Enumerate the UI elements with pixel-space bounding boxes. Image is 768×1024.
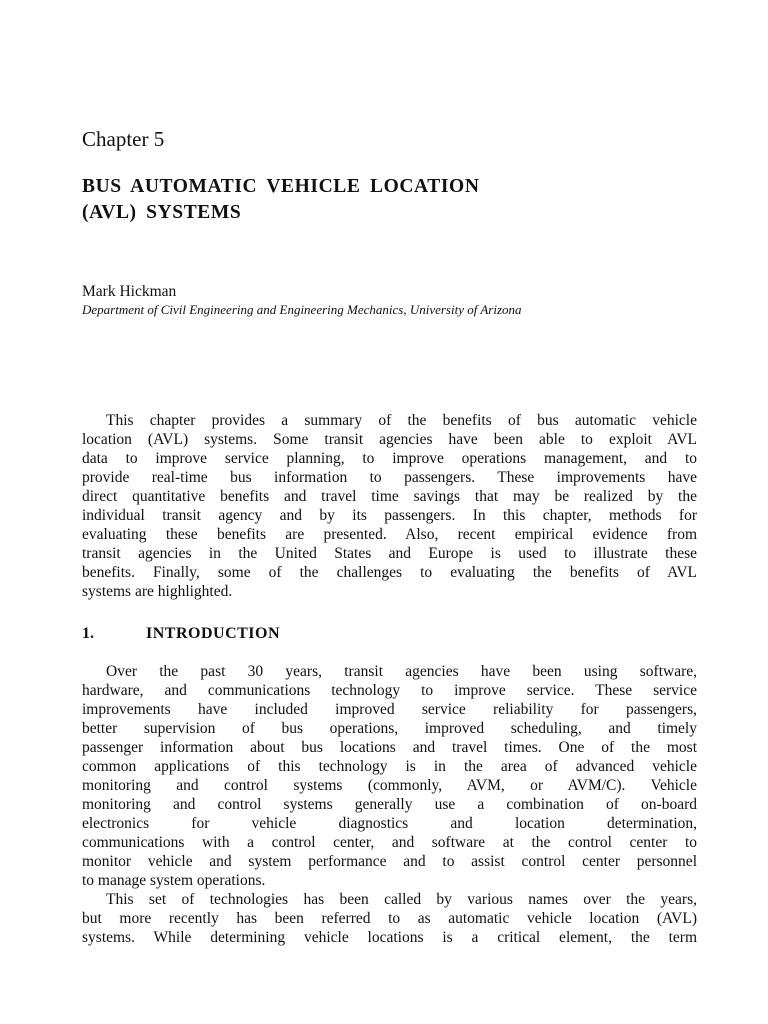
text-line: to manage system operations. bbox=[82, 872, 266, 889]
text-line: hardware, and communications technology to improve service. These service bbox=[82, 682, 697, 699]
intro-paragraph-1 bbox=[82, 662, 697, 890]
text-line: systems. While determining vehicle locations is a critical element, the term bbox=[82, 929, 697, 946]
abstract bbox=[82, 411, 697, 601]
text-line: communications with a control center, and software at the control center to bbox=[82, 834, 697, 851]
text-line: Over the past 30 years, transit agencies have been using software, bbox=[106, 663, 697, 680]
text-line: common applications of this technology is in the area of advanced vehicle bbox=[82, 758, 697, 775]
chapter-label: Chapter 5 bbox=[82, 127, 165, 151]
section-number: 1. bbox=[82, 625, 94, 642]
text-line: This set of technologies has been called by various names over the years, bbox=[106, 891, 697, 908]
text-line: but more recently has been referred to as automatic vehicle location (AVL) bbox=[82, 910, 697, 927]
text-line: passenger information about bus locations and travel times. One of the most bbox=[82, 739, 697, 756]
text-line: monitor vehicle and system performance and to assist control center personnel bbox=[82, 853, 697, 870]
chapter-title-line: (AVL) SYSTEMS bbox=[82, 202, 242, 223]
text-line: electronics for vehicle diagnostics and location determination, bbox=[82, 815, 697, 832]
text-line: location (AVL) systems. Some transit agencies have been able to exploit AVL bbox=[82, 431, 697, 448]
text-line: direct quantitative benefits and travel time savings that may be realized by the bbox=[82, 488, 697, 505]
text-line: systems are highlighted. bbox=[82, 583, 233, 600]
text-line: data to improve service planning, to improve operations management, and to bbox=[82, 450, 697, 467]
text-line: This chapter provides a summary of the benefits of bus automatic vehicle bbox=[106, 412, 697, 429]
introduction-body bbox=[82, 662, 697, 947]
abstract-paragraph bbox=[82, 411, 697, 601]
author-name: Mark Hickman bbox=[82, 283, 177, 300]
text-line: provide real-time bus information to passengers. These improvements have bbox=[82, 469, 697, 486]
text-line: monitoring and control systems (commonly, AVM, or AVM/C). Vehicle bbox=[82, 777, 697, 794]
text-line: evaluating these benefits are presented. Also, recent empirical evidence from bbox=[82, 526, 697, 543]
text-line: monitoring and control systems generally use a combination of on-board bbox=[82, 796, 697, 813]
chapter-title-line: BUS AUTOMATIC VEHICLE LOCATION bbox=[82, 176, 480, 197]
section-title: INTRODUCTION bbox=[146, 625, 281, 642]
chapter-title bbox=[82, 174, 702, 226]
text-line: improvements have included improved service reliability for passengers, bbox=[82, 701, 697, 718]
author-affiliation: Department of Civil Engineering and Engineering Mechanics, University of Arizona bbox=[82, 302, 522, 317]
text-line: individual transit agency and by its passengers. In this chapter, methods for bbox=[82, 507, 697, 524]
text-line: transit agencies in the United States and Europe is used to illustrate these bbox=[82, 545, 697, 562]
intro-paragraph-2 bbox=[82, 890, 697, 947]
section-heading bbox=[82, 624, 280, 644]
text-line: benefits. Finally, some of the challenges to evaluating the benefits of AVL bbox=[82, 564, 697, 581]
text-line: better supervision of bus operations, improved scheduling, and timely bbox=[82, 720, 697, 737]
